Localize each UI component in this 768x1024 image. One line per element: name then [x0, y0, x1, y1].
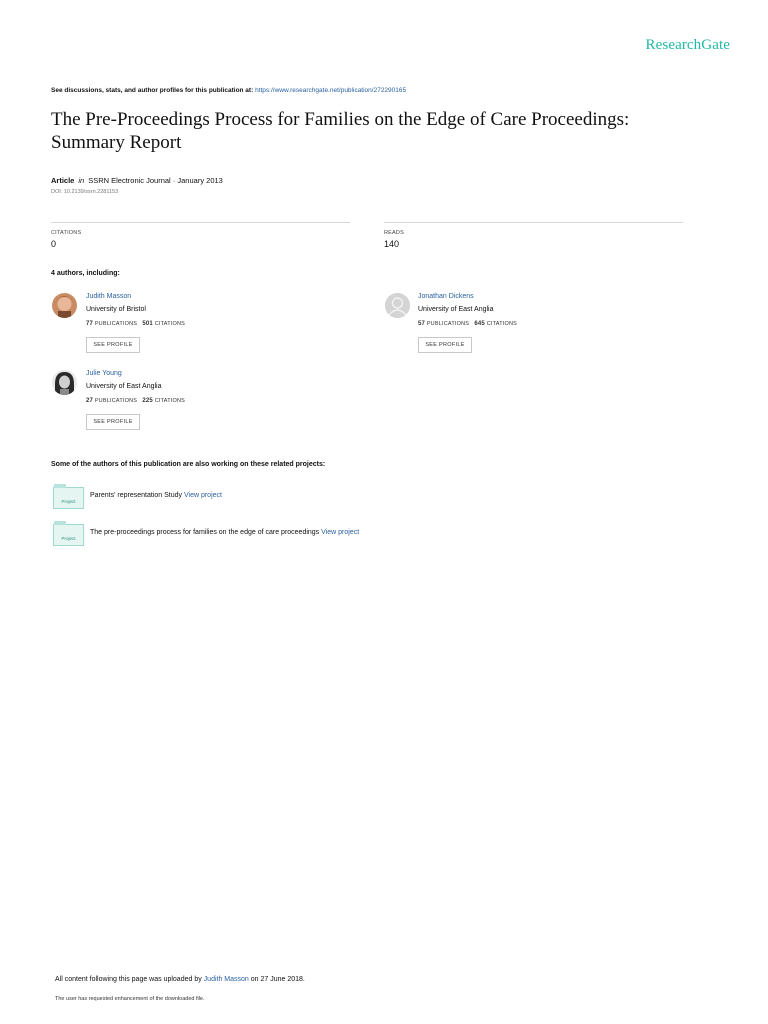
- article-type: Article: [51, 176, 75, 185]
- citations-value: 0: [51, 239, 57, 249]
- doi-text: DOI: 10.2139/ssrn.2281153: [51, 189, 119, 195]
- title-line-2: Summary Report: [51, 132, 182, 153]
- project-item: [90, 492, 222, 499]
- see-profile-button[interactable]: SEE PROFILE: [418, 337, 472, 353]
- title-line-1: The Pre-Proceedings Process for Families on the Edge of Care Proceedings:: [51, 109, 630, 130]
- author-stats: [86, 398, 185, 404]
- author-name[interactable]: Julie Young: [86, 370, 122, 377]
- avatar[interactable]: [52, 370, 77, 395]
- project-title: Parents' representation Study: [90, 492, 183, 499]
- citations-label: CITATIONS: [51, 230, 82, 236]
- see-profile-button[interactable]: SEE PROFILE: [86, 337, 140, 353]
- author-institution: University of East Anglia: [418, 306, 494, 313]
- citations-count: 501: [142, 321, 153, 327]
- author-photo-icon: [52, 370, 77, 395]
- uploader-link[interactable]: Judith Masson: [203, 976, 249, 983]
- project-icon-label: Project: [61, 499, 76, 504]
- author-name[interactable]: Judith Masson: [86, 293, 132, 300]
- project-folder-icon[interactable]: [53, 524, 84, 546]
- publications-label: PUBLICATIONS: [94, 398, 138, 404]
- folder-tab: [54, 521, 66, 525]
- folder-tab: [54, 484, 66, 488]
- avatar[interactable]: [52, 293, 77, 318]
- citations-count: 225: [142, 398, 153, 404]
- publications-label: PUBLICATIONS: [426, 321, 470, 327]
- page-title: [51, 108, 731, 154]
- author-name[interactable]: Jonathan Dickens: [418, 293, 474, 300]
- project-folder-icon[interactable]: [53, 487, 84, 509]
- upload-prefix: All content following this page was uploaded by: [55, 976, 202, 983]
- related-projects-heading: Some of the authors of this publication are also working on these related projects:: [51, 461, 326, 468]
- citations-label: CITATIONS: [154, 321, 186, 327]
- see-profile-button[interactable]: SEE PROFILE: [86, 414, 140, 430]
- publication-link[interactable]: https://www.researchgate.net/publication/272290165: [255, 87, 407, 94]
- divider: [384, 222, 683, 223]
- publications-label: PUBLICATIONS: [94, 321, 138, 327]
- citations-label: CITATIONS: [154, 398, 186, 404]
- view-project-link[interactable]: View project: [321, 529, 360, 536]
- researchgate-logo[interactable]: ResearchGate: [645, 37, 730, 53]
- project-title: The pre-proceedings process for families on the edge of care proceedings: [90, 529, 320, 536]
- project-item: [90, 529, 359, 536]
- publications-count: 27: [86, 398, 94, 404]
- author-stats: [418, 321, 517, 327]
- enhancement-note: The user has requested enhancement of the downloaded file.: [55, 996, 205, 1002]
- in-label: in: [78, 176, 85, 185]
- author-institution: University of East Anglia: [86, 383, 162, 390]
- journal-info: SSRN Electronic Journal · January 2013: [88, 176, 223, 185]
- citations-label: CITATIONS: [486, 321, 518, 327]
- upload-notice: [55, 976, 305, 983]
- author-photo-icon: [52, 293, 77, 318]
- citations-count: 645: [474, 321, 485, 327]
- reads-value: 140: [384, 239, 400, 249]
- default-avatar-icon: [385, 293, 410, 318]
- view-project-link[interactable]: View project: [183, 492, 222, 499]
- avatar[interactable]: [385, 293, 410, 318]
- article-meta: [51, 176, 223, 185]
- author-stats: [86, 321, 185, 327]
- upload-date: on 27 June 2018.: [250, 976, 305, 983]
- publications-count: 77: [86, 321, 94, 327]
- project-icon-label: Project: [61, 536, 76, 541]
- author-institution: University of Bristol: [86, 306, 146, 313]
- authors-heading: 4 authors, including:: [51, 270, 120, 277]
- discussion-prefix: See discussions, stats, and author profiles for this publication at:: [51, 87, 254, 94]
- reads-label: READS: [384, 230, 404, 236]
- discussion-notice: [51, 87, 406, 94]
- publications-count: 57: [418, 321, 426, 327]
- divider: [51, 222, 350, 223]
